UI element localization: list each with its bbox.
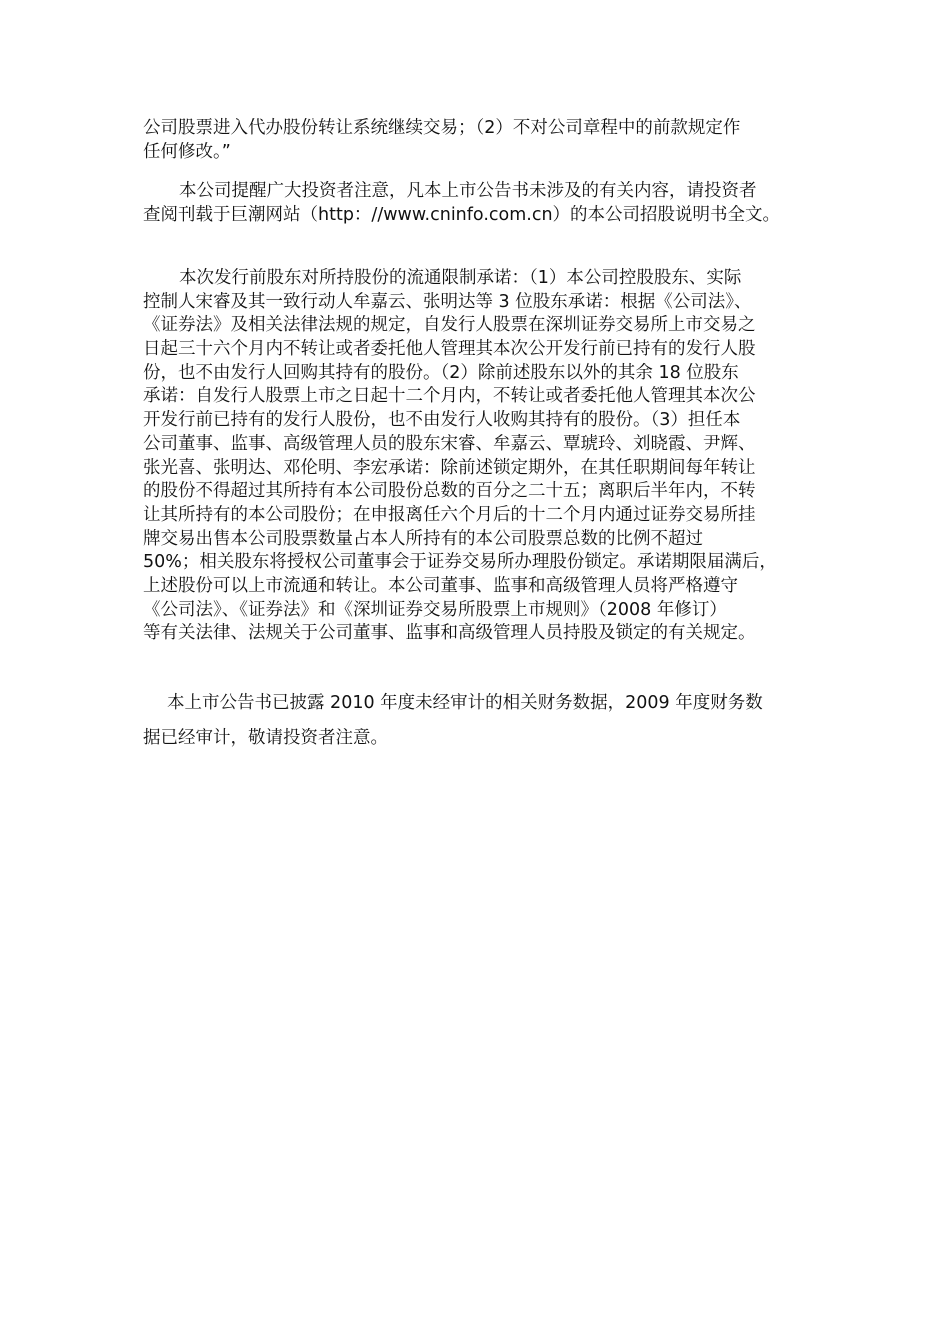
text-line: 上述股份可以上市流通和转让。本公司董事、监事和高级管理人员将严格遵守 bbox=[143, 575, 738, 596]
text-line: 本次发行前股东对所持股份的流通限制承诺：（1）本公司控股股东、实际 bbox=[179, 268, 742, 288]
text-line: 让其所持有的本公司股份；在申报离任六个月后的十二个月内通过证券交易所挂 bbox=[143, 504, 756, 525]
text-line: 任何修改。” bbox=[143, 141, 231, 162]
paragraph-share-transfer-note bbox=[143, 117, 833, 164]
text-line: 等有关法律、法规关于公司董事、监事和高级管理人员持股及锁定的有关规定。 bbox=[143, 623, 756, 644]
text-line: 牌交易出售本公司股票数量占本人所持有的本公司股票总数的比例不超过 bbox=[143, 528, 703, 549]
text-line: 公司股票进入代办股份转让系统继续交易；（2）不对公司章程中的前款规定作 bbox=[143, 118, 741, 138]
text-line: 控制人宋睿及其一致行动人牟嘉云、张明达等 3 位股东承诺：根据《公司法》、 bbox=[143, 291, 752, 312]
paragraph-lockup-commitments bbox=[143, 267, 833, 646]
text-line: 份，也不由发行人回购其持有的股份。（2）除前述股东以外的其余 18 位股东 bbox=[143, 362, 739, 383]
text-line: 日起三十六个月内不转让或者委托他人管理其本次公开发行前已持有的发行人股 bbox=[143, 339, 756, 360]
text-line: 《公司法》、《证券法》和《深圳证券交易所股票上市规则》（2008 年修订） bbox=[143, 599, 727, 620]
paragraph-investor-reminder bbox=[143, 180, 833, 227]
text-line: 的股份不得超过其所持有本公司股份总数的百分之二十五；离职后半年内，不转 bbox=[143, 481, 756, 502]
text-line: 公司董事、监事、高级管理人员的股东宋睿、牟嘉云、覃琥玲、刘晓霞、尹辉、 bbox=[143, 433, 756, 454]
text-line: 承诺：自发行人股票上市之日起十二个月内，不转让或者委托他人管理其本次公 bbox=[143, 386, 756, 407]
text-line: 《证券法》及相关法律法规的规定，自发行人股票在深圳证券交易所上市交易之 bbox=[143, 315, 756, 336]
text-line: 本公司提醒广大投资者注意，凡本上市公告书未涉及的有关内容，请投资者 bbox=[179, 181, 757, 201]
text-line: 开发行前已持有的发行人股份，也不由发行人收购其持有的股份。（3）担任本 bbox=[143, 410, 741, 431]
text-line: 本上市公告书已披露 2010 年度未经审计的相关财务数据，2009 年度财务数 bbox=[167, 693, 763, 713]
text-line: 据已经审计，敬请投资者注意。 bbox=[143, 728, 388, 748]
paragraph-financial-data-note bbox=[143, 686, 833, 756]
text-line: 查阅刊载于巨潮网站（http：//www.cninfo.com.cn）的本公司招股说明书全文。 bbox=[143, 204, 781, 225]
text-line: 张光喜、张明达、邓伦明、李宏承诺：除前述锁定期外，在其任职期间每年转让 bbox=[143, 457, 756, 478]
text-line: 50%；相关股东将授权公司董事会于证券交易所办理股份锁定。承诺期限届满后， bbox=[143, 552, 777, 573]
